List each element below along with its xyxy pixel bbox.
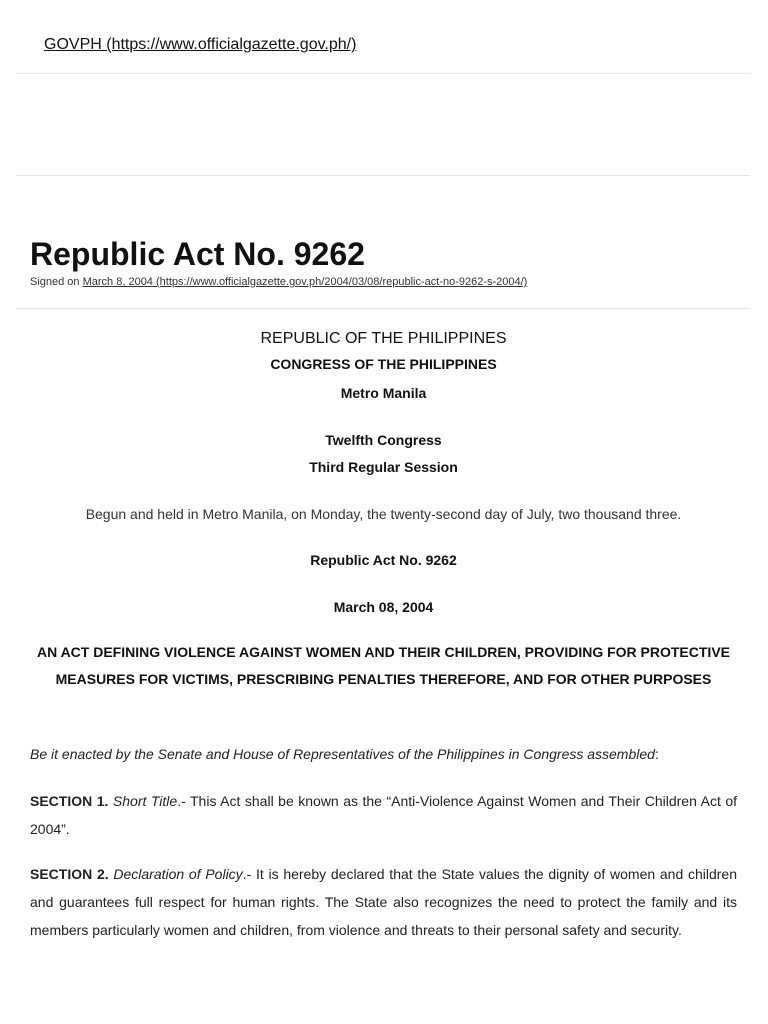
section-1-heading: Short Title [112, 793, 178, 809]
section-2 [30, 860, 737, 944]
signed-prefix: Signed on [30, 276, 83, 288]
section-1-label: SECTION 1. [30, 793, 109, 809]
signed-line [30, 276, 527, 288]
enacting-clause-text: Be it enacted by the Senate and House of Representatives of the Philippines in Congress assembled [30, 746, 655, 762]
site-header [16, 0, 750, 74]
ad-space [16, 74, 750, 176]
enacting-colon: : [654, 746, 659, 762]
congress-number: Twelfth Congress [325, 432, 442, 448]
session: Third Regular Session [309, 459, 458, 475]
act-title: AN ACT DEFINING VIOLENCE AGAINST WOMEN AND THEIR CHILDREN, PROVIDING FOR PROTECTIVE MEASURES FOR VICTIMS, PRESCRIBING PENALTIES THEREFORE, AND FOR OTHER PURPOSES [36, 644, 730, 687]
section-2-text: .- It is hereby declared that the State values the dignity of women and children and guarantees full respect for human rights. The State also recognizes the need to protect the family and its members particularly women and children, from violence and threats to their personal safety and security. [30, 866, 737, 938]
section-2-label: SECTION 2. [30, 866, 109, 882]
republic-heading: REPUBLIC OF THE PHILIPPINES [260, 330, 507, 347]
section-1 [30, 787, 737, 843]
govph-link[interactable]: GOVPH (https://www.officialgazette.gov.ph/) [44, 36, 357, 53]
signed-date-link[interactable]: March 8, 2004 (https://www.officialgazette.gov.ph/2004/03/08/republic-act-no-9262-s-2004/) [82, 276, 528, 288]
page-title: Republic Act No. 9262 [30, 236, 365, 272]
section-2-heading: Declaration of Policy [113, 866, 243, 882]
act-date: March 08, 2004 [333, 599, 434, 615]
act-number: Republic Act No. 9262 [310, 552, 457, 568]
enacting-clause [30, 740, 737, 768]
location: Metro Manila [340, 385, 427, 401]
congress-heading: CONGRESS OF THE PHILIPPINES [270, 356, 497, 372]
section-1-text: .- This Act shall be known as the “Anti-Violence Against Women and Their Children Act of 2004”. [30, 793, 738, 837]
begun-statement: Begun and held in Metro Manila, on Monday, the twenty-second day of July, two thousand three. [85, 506, 682, 522]
title-block [16, 176, 750, 309]
